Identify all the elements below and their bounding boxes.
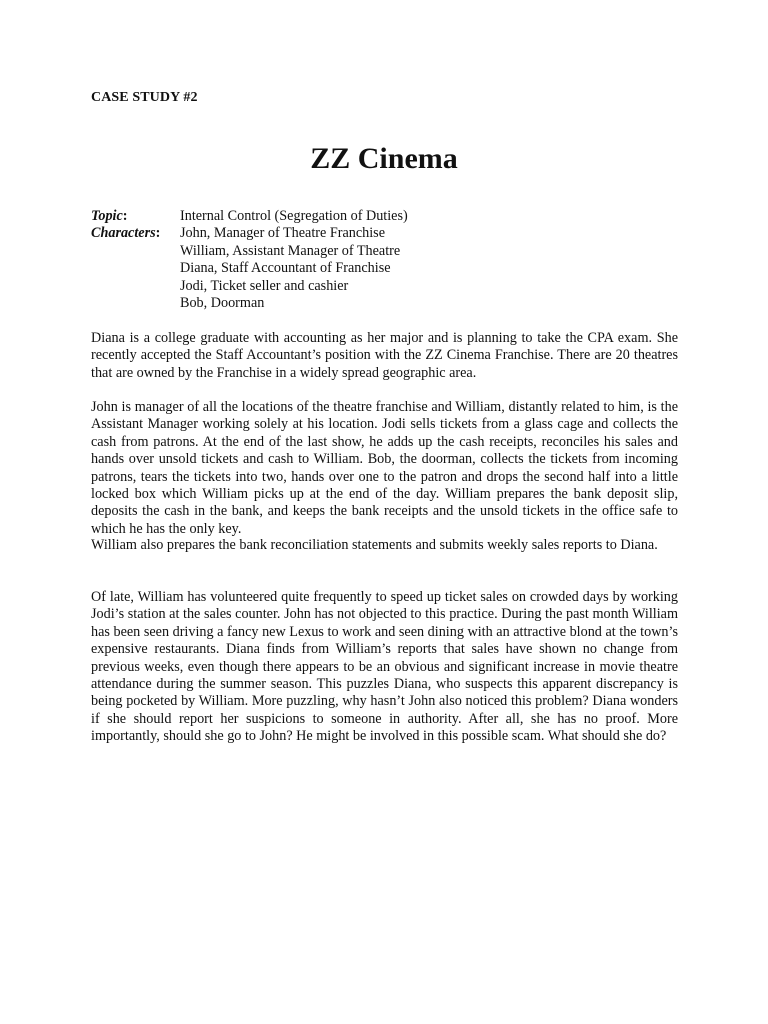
case-study-label: CASE STUDY #2 [91,90,198,105]
body-paragraph: Diana is a college graduate with accounting as her major and is planning to take the CPA exam. She recently accepted the Staff Accountant’s position with the ZZ Cinema Franchise. There are 20 theatres that are owned by the Franchise in a widely spread geographic area. [91,330,678,381]
character-item: William, Assistant Manager of Theatre [180,242,401,259]
character-item: Diana, Staff Accountant of Franchise [180,260,391,277]
meta-key-spacer [91,260,180,277]
topic-value: Internal Control (Segregation of Duties) [180,208,408,224]
topic-key-label: Topic [91,208,123,224]
characters-key [91,225,180,242]
characters-row [91,278,408,295]
characters-row [91,243,408,260]
topic-key [91,208,180,225]
topic-key-colon: : [122,208,128,224]
meta-key-spacer [91,243,180,260]
characters-key-label: Characters [91,225,156,242]
character-item: John, Manager of Theatre Franchise [180,225,385,242]
body-paragraph: Of late, William has volunteered quite frequently to speed up ticket sales on crowded days by working Jodi’s station at the sales counter. John has not objected to this practice. During the past month William has been seen driving a fancy new Lexus to work and seen dining with an attractive blond at the town’s expensive restaurants. Diana finds from William’s reports that sales have shown no change from previous weeks, even though there appears to be an obvious and significant increase in movie theatre attendance during the summer season. This puzzles Diana, who suspects this apparent discrepancy is being pocketed by William. More puzzling, why hasn’t John also noticed this problem? Diana wonders if she should report her suspicions to someone in authority. After all, she has no proof. More importantly, should she go to John? He might be involved in this possible scam. What should she do? [91,589,678,745]
characters-key-colon: : [155,225,161,242]
topic-row [91,208,408,225]
document-title: ZZ Cinema [310,142,458,175]
character-item: Jodi, Ticket seller and cashier [180,277,349,294]
character-item: Bob, Doorman [180,295,265,312]
body-paragraph: John is manager of all the locations of the theatre franchise and William, distantly related to him, is the Assistant Manager working solely at his location. Jodi sells tickets from a glass cage and collects the cash from patrons. At the end of the last show, he adds up the cash receipts, reconciles his sales and hands over unsold tickets and cash to William. Bob, the doorman, collects the tickets from incoming patrons, tears the tickets into two, hands over one to the patron and drops the second half into a little locked box which William picks up at the end of the day. William prepares the bank deposit slip, deposits the cash in the bank, and keeps the bank receipts and the unsold tickets in the office safe to which he has the only key. [91,399,678,537]
characters-row [91,295,408,312]
characters-row [91,225,408,242]
case-metadata [91,208,408,312]
body-paragraph: William also prepares the bank reconciliation statements and submits weekly sales reports to Diana. [91,537,658,553]
meta-key-spacer [91,295,180,312]
characters-row [91,260,408,277]
meta-key-spacer [91,278,180,295]
